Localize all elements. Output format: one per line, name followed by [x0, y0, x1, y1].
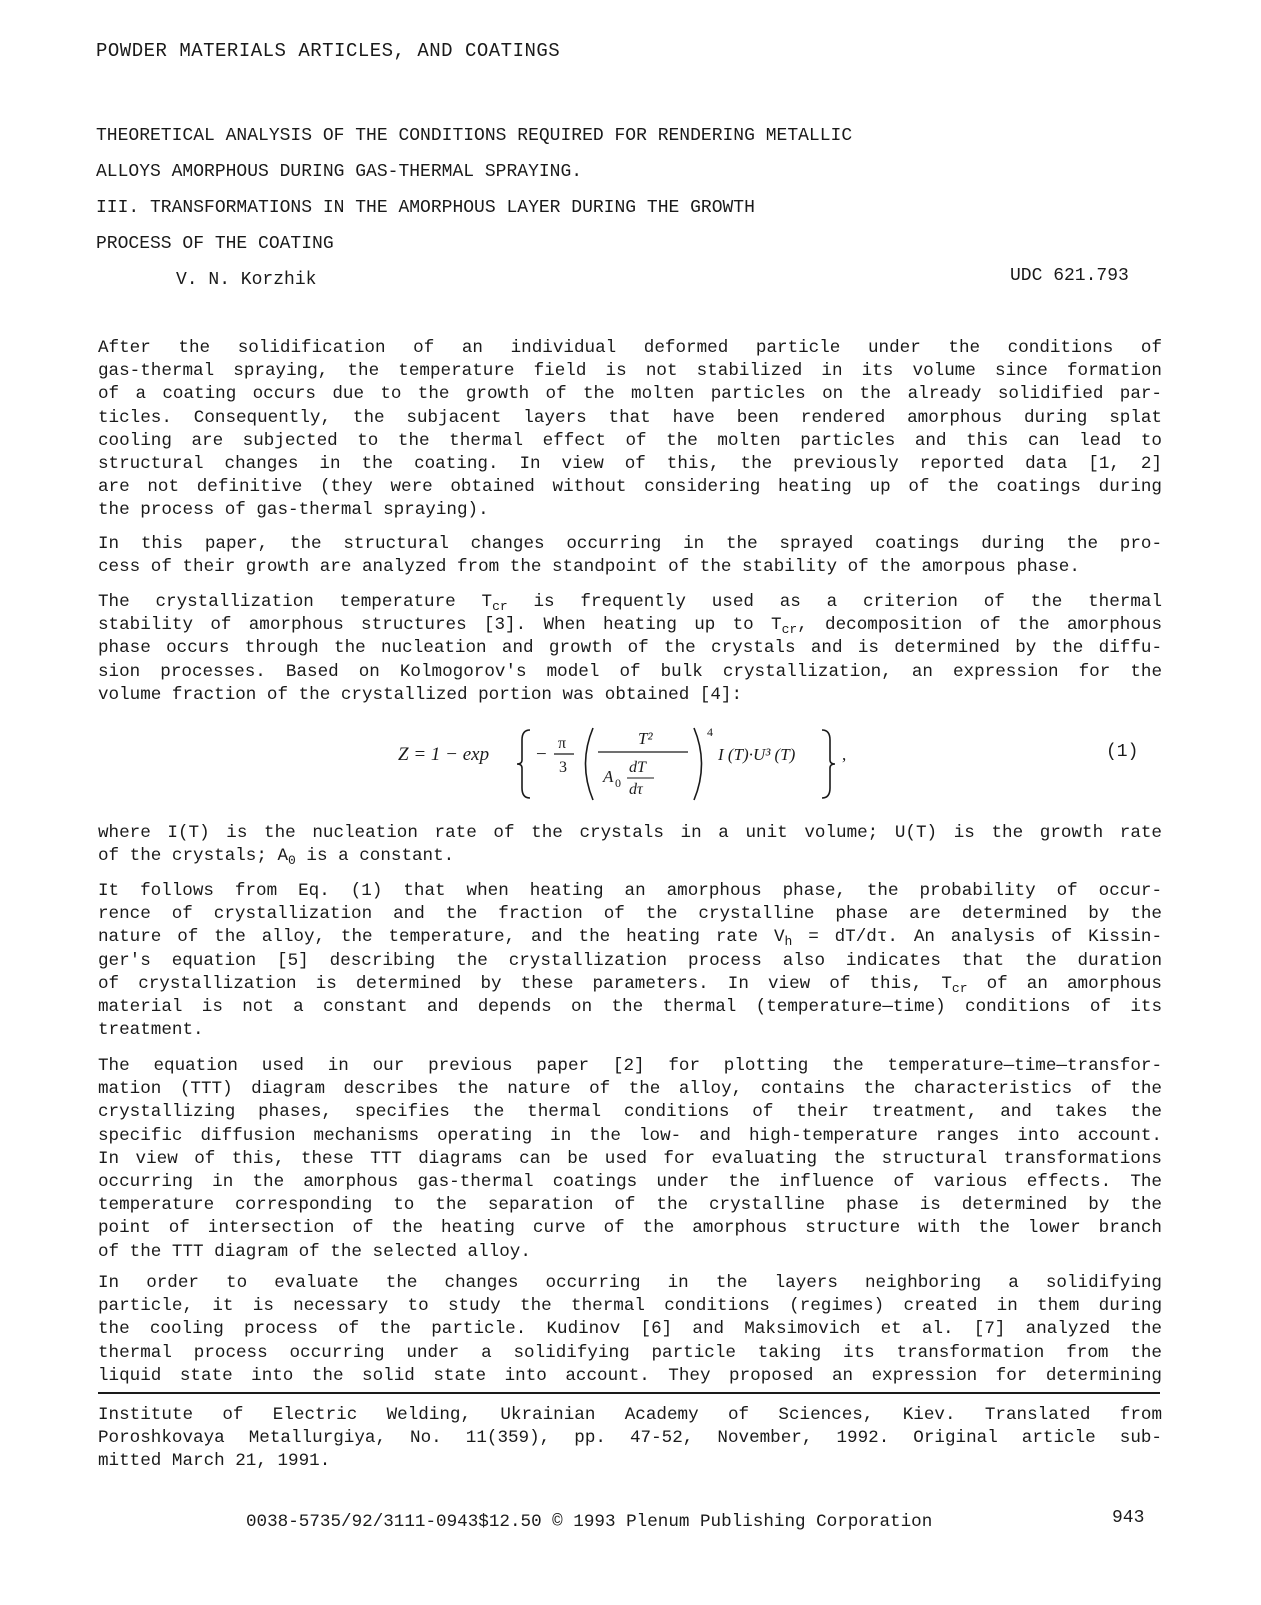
eq-dtau: dτ: [629, 781, 643, 798]
text-line: liquid state into the solid state into account. They proposed an expression for determining: [98, 1365, 1162, 1386]
text-line: sion processes. Based on Kolmogorov's model of bulk crystallization, an expression for the: [98, 661, 1162, 682]
text-line: rence of crystallization and the fraction of the crystalline phase are determined by the: [98, 904, 1162, 925]
page-number: 943: [1112, 1508, 1145, 1528]
paragraph-7: [98, 1272, 1162, 1388]
text-line: cooling are subjected to the thermal effect of the molten particles and this can lead to: [98, 430, 1162, 451]
text-line: gas-thermal spraying, the temperature field is not stabilized in its volume since formation: [98, 361, 1162, 382]
paragraph-4: [98, 822, 1162, 868]
text-line: material is not a constant and depends on the thermal (temperature—time) conditions of its: [98, 997, 1162, 1018]
text-line: In view of this, these TTT diagrams can be used for evaluating the structural transformations: [98, 1148, 1162, 1169]
text-line: cess of their growth are analyzed from the standpoint of the stability of the amorpous phase.: [98, 557, 1080, 578]
text-line: crystallizing phases, specifies the thermal conditions of their treatment, and takes the: [98, 1102, 1162, 1123]
equation-graphic: [98, 718, 1162, 810]
text-line: particle, it is necessary to study the thermal conditions (regimes) created in them during: [98, 1296, 1162, 1317]
eq-minus: −: [536, 744, 547, 765]
eq-a0-sub: 0: [615, 776, 621, 790]
text-line: treatment.: [98, 1020, 204, 1041]
eq-t2: T²: [638, 729, 653, 748]
eq-rest: I (T)·U³ (T): [718, 745, 796, 764]
text-line: of the TTT diagram of the selected alloy.: [98, 1241, 531, 1262]
text-line: nature of the alloy, the temperature, and the heating rate $V_h = dT/d\tau$. An analysis of Kissin-: [98, 927, 1162, 950]
text-line: phase occurs through the nucleation and growth of the crystals and is determined by the diffu-: [98, 638, 1162, 659]
text-line: of crystallization is determined by these parameters. In view of this, $T_{cr}$ of an amorphous: [98, 973, 1162, 996]
text-line: thermal process occurring under a solidifying particle taking its transformation from the: [98, 1342, 1162, 1363]
footnote-divider: [98, 1392, 1160, 1394]
text-line: of the crystals; $A_0$ is a constant.: [98, 846, 455, 869]
eq-pi: π: [558, 735, 567, 752]
right-brace: [822, 730, 835, 798]
text-line: stability of amorphous structures [3]. When heating up to $T_{cr}$, decomposition of the amorphous: [98, 615, 1162, 638]
author: V. N. Korzhik: [176, 270, 317, 290]
text-line: the cooling process of the particle. Kudinov [6] and Maksimovich et al. [7] analyzed the: [98, 1319, 1162, 1340]
title-line: THEORETICAL ANALYSIS OF THE CONDITIONS REQUIRED FOR RENDERING METALLIC: [96, 126, 853, 146]
left-paren: [586, 728, 594, 800]
text-line: structural changes in the coating. In view of this, the previously reported data [1, 2]: [98, 454, 1162, 475]
footnote: [98, 1404, 1162, 1473]
paragraph-3: [98, 591, 1162, 707]
equation-number: (1): [1106, 742, 1139, 762]
paragraph-6: [98, 1055, 1162, 1264]
text-line: In this paper, the structural changes occurring in the sprayed coatings during the pro-: [98, 534, 1162, 554]
text-line: It follows from Eq. (1) that when heating an amorphous phase, the probability of occur-: [98, 881, 1162, 901]
copyright-line: 0038-5735/92/3111-0943$12.50 © 1993 Plenum Publishing Corporation: [246, 1512, 933, 1532]
title-line: PROCESS OF THE COATING: [96, 234, 334, 254]
title-line: ALLOYS AMORPHOUS DURING GAS-THERMAL SPRAYING.: [96, 162, 583, 182]
text-line: the process of gas-thermal spraying).: [98, 500, 489, 521]
section-heading: POWDER MATERIALS ARTICLES, AND COATINGS: [96, 40, 561, 62]
paragraph-2: [98, 533, 1162, 579]
text-line: volume fraction of the crystallized portion was obtained [4]:: [98, 684, 743, 705]
text-line: In order to evaluate the changes occurring in the layers neighboring a solidifying: [98, 1273, 1162, 1293]
text-line: specific diffusion mechanisms operating in the low- and high-temperature ranges into account.: [98, 1125, 1162, 1146]
article-title: [96, 118, 1146, 262]
text-line: where I(T) is the nucleation rate of the crystals in a unit volume; U(T) is the growth rate: [98, 823, 1162, 843]
paragraph-5: [98, 880, 1162, 1042]
footnote-line: Institute of Electric Welding, Ukrainian Academy of Sciences, Kiev. Translated from: [98, 1405, 1162, 1425]
paragraph-1: [98, 337, 1162, 523]
eq-three: 3: [559, 759, 567, 776]
left-brace: [517, 730, 530, 798]
text-line: ger's equation [5] describing the crystallization process also indicates that the duration: [98, 950, 1162, 971]
right-paren: [694, 728, 702, 800]
eq-pow4: 4: [707, 725, 713, 739]
text-line: After the solidification of an individual deformed particle under the conditions of: [98, 338, 1162, 358]
eq-comma: ,: [842, 745, 847, 764]
footnote-line: Poroshkovaya Metallurgiya, No. 11(359), pp. 47-52, November, 1992. Original article sub-: [98, 1428, 1162, 1448]
text-line: The equation used in our previous paper [2] for plotting the temperature—time—transfor-: [98, 1056, 1162, 1076]
eq-a0: A: [603, 767, 614, 786]
udc-code: UDC 621.793: [1010, 266, 1129, 286]
text-line: mation (TTT) diagram describes the nature of the alloy, contains the characteristics of the: [98, 1079, 1162, 1100]
text-line: ticles. Consequently, the subjacent layers that have been rendered amorphous during splat: [98, 407, 1162, 428]
text-line: are not definitive (they were obtained without considering heating up of the coatings during: [98, 477, 1162, 498]
text-line: occurring in the amorphous gas-thermal coatings under the influence of various effects. The: [98, 1172, 1162, 1193]
eq-dT: dT: [629, 759, 646, 776]
eq-z: Z = 1 − exp: [398, 744, 490, 765]
text-line: of a coating occurs due to the growth of the molten particles on the already solidified par-: [98, 384, 1162, 405]
text-line: point of intersection of the heating curve of the amorphous structure with the lower branch: [98, 1218, 1162, 1239]
text-line: The crystallization temperature $T_{cr}$ is frequently used as a criterion of the thermal: [98, 592, 1162, 614]
title-line: III. TRANSFORMATIONS IN THE AMORPHOUS LAYER DURING THE GROWTH: [96, 198, 755, 218]
text-line: temperature corresponding to the separation of the crystalline phase is determined by the: [98, 1195, 1162, 1216]
equation-1: [98, 718, 1162, 810]
footnote-line: mitted March 21, 1991.: [98, 1451, 331, 1471]
